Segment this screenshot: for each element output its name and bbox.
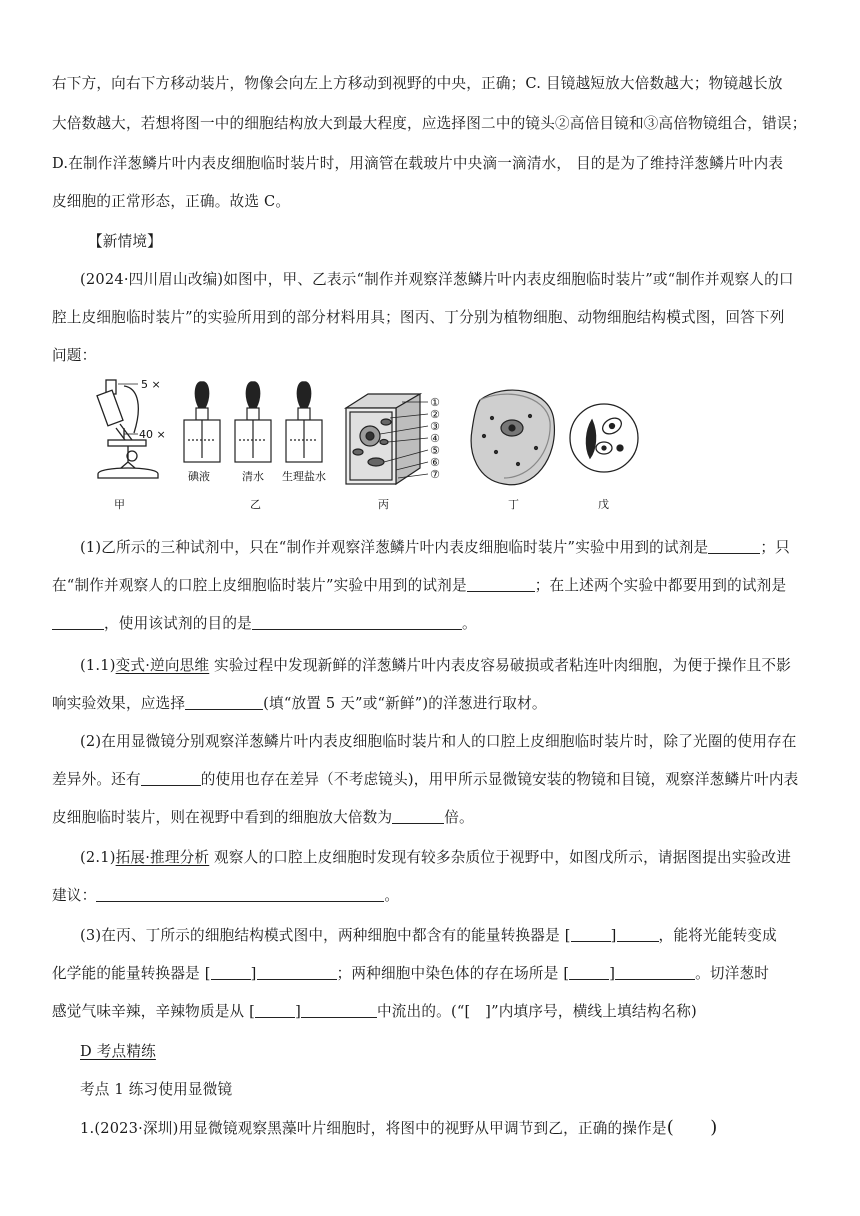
reagent-saline-label: 生理盐水 [282, 470, 326, 483]
structure-marker-3: ③ [430, 420, 440, 433]
answer-blank[interactable] [708, 537, 760, 554]
question-2-1-line: (2.1)拓展·推理分析 观察人的口腔上皮细胞时发现有较多杂质位于视野中，如图戊所示，请据图提出实验改进 [80, 849, 792, 866]
question-3-line: 感觉气味辛辣，辛辣物质是从 [ ] 中流出的。(“[ ]”内填序号，横线上填结构名称) [52, 1003, 697, 1020]
answer-blank[interactable] [52, 613, 104, 630]
text-line: 大倍数越大，若想将图一中的细胞结构放大到最大程度，应选择图二中的镜头②高倍目镜和③高倍物镜组合，错误； [52, 115, 807, 132]
topic-heading: 考点 1 练习使用显微镜 [80, 1081, 233, 1098]
answer-blank[interactable] [252, 613, 462, 630]
experiment-figure [84, 378, 644, 520]
question-last-line: 1.(2023·深圳)用显微镜观察黑藻叶片细胞时，将图中的视野从甲调节到乙，正确的操作是( ) [80, 1117, 718, 1138]
section-heading-d: D 考点精练 [80, 1043, 156, 1060]
question-3-line: 化学能的能量转换器是 [ ] ；两种细胞中染色体的存在场所是 [ ] 。切洋葱时 [52, 965, 770, 982]
question-2-line: (2)在用显微镜分别观察洋葱鳞片叶内表皮细胞临时装片和人的口腔上皮细胞临时装片时，除了光圈的使用存在 [80, 733, 797, 750]
structure-marker-1: ① [430, 396, 440, 409]
answer-blank[interactable] [96, 885, 384, 902]
structure-marker-7: ⑦ [430, 468, 440, 481]
answer-blank[interactable] [211, 963, 251, 980]
reagent-bottles [184, 382, 322, 462]
text-line: 右下方，向右下方移动装片，物像会向左上方移动到视野的中央，正确；C. 目镜越短放大倍数越大；物镜越长放 [52, 75, 783, 92]
objective-magnification: 40 × [139, 428, 166, 441]
question-2-1-line: 建议： 。 [52, 887, 400, 904]
figure-label-jia: 甲 [114, 498, 125, 511]
question-intro-line: 问题： [52, 347, 97, 364]
answer-blank[interactable] [185, 693, 263, 710]
figure-label-ding: 丁 [508, 498, 519, 511]
microscope-view-diagram [570, 404, 638, 472]
answer-blank[interactable] [255, 1001, 295, 1018]
extension-label: 拓展·推理分析 [115, 849, 210, 866]
reagent-water-label: 清水 [242, 470, 264, 483]
section-heading-new-context: 【新情境】 [88, 233, 162, 250]
answer-paren[interactable]: ( ) [666, 1117, 718, 1138]
answer-blank[interactable] [617, 925, 659, 942]
structure-marker-2: ② [430, 408, 440, 421]
answer-blank[interactable] [615, 963, 695, 980]
figure-label-yi: 乙 [250, 498, 261, 511]
answer-blank[interactable] [569, 963, 609, 980]
plant-cell-diagram [346, 394, 420, 484]
question-1-1-line: 响实验效果，应选择 (填“放置 5 天”或“新鲜”)的洋葱进行取材。 [52, 695, 547, 712]
figure-label-wu: 戊 [598, 498, 609, 511]
question-2-line: 皮细胞临时装片，则在视野中看到的细胞放大倍数为 倍。 [52, 809, 474, 826]
answer-blank[interactable] [257, 963, 337, 980]
answer-blank[interactable] [571, 925, 611, 942]
reagent-iodine-label: 碘液 [188, 470, 210, 483]
question-1-1-line: (1.1)变式·逆向思维 实验过程中发现新鲜的洋葱鳞片叶内表皮容易破损或者粘连叶肉细胞，为便于操作且不影 [80, 657, 792, 674]
question-1-line: (1)乙所示的三种试剂中，只在“制作并观察洋葱鳞片叶内表皮细胞临时装片”实验中用到的试剂是 ；只 [80, 539, 790, 556]
answer-blank[interactable] [141, 769, 201, 786]
answer-blank[interactable] [301, 1001, 377, 1018]
question-3-line: (3)在丙、丁所示的细胞结构模式图中，两种细胞中都含有的能量转换器是 [ ] ，能将光能转变成 [80, 927, 777, 944]
question-2-line: 差异外。还有 的使用也存在差异（不考虑镜头)，用甲所示显微镜安装的物镜和目镜，观察洋葱鳞片叶内表 [52, 771, 799, 788]
text-line: 皮细胞的正常形态，正确。故选 C。 [52, 193, 291, 210]
text-line: D.在制作洋葱鳞片叶内表皮细胞临时装片时，用滴管在载玻片中央滴一滴清水， 目的是为了维持洋葱鳞片叶内表 [52, 155, 784, 172]
figure-label-bing: 丙 [378, 498, 389, 511]
eyepiece-magnification: 5 × [141, 378, 161, 391]
structure-marker-4: ④ [430, 432, 440, 445]
answer-blank[interactable] [392, 807, 444, 824]
question-intro-line: 腔上皮细胞临时装片”的实验所用到的部分材料用具；图丙、丁分别为植物细胞、动物细胞结构模式图，回答下列 [52, 309, 785, 326]
question-1-line: ，使用该试剂的目的是 。 [52, 604, 812, 644]
question-intro-line: (2024·四川眉山改编)如图中，甲、乙表示“制作并观察洋葱鳞片叶内表皮细胞临时装片”或“制作并观察人的口 [80, 271, 794, 288]
variant-label: 变式·逆向思维 [115, 657, 210, 674]
animal-cell-diagram [471, 390, 554, 485]
structure-marker-6: ⑥ [430, 456, 440, 469]
answer-blank[interactable] [467, 575, 535, 592]
structure-marker-5: ⑤ [430, 444, 440, 457]
question-1-line: 在“制作并观察人的口腔上皮细胞临时装片”实验中用到的试剂是 ；在上述两个实验中都要用到的试剂是 [52, 577, 787, 594]
